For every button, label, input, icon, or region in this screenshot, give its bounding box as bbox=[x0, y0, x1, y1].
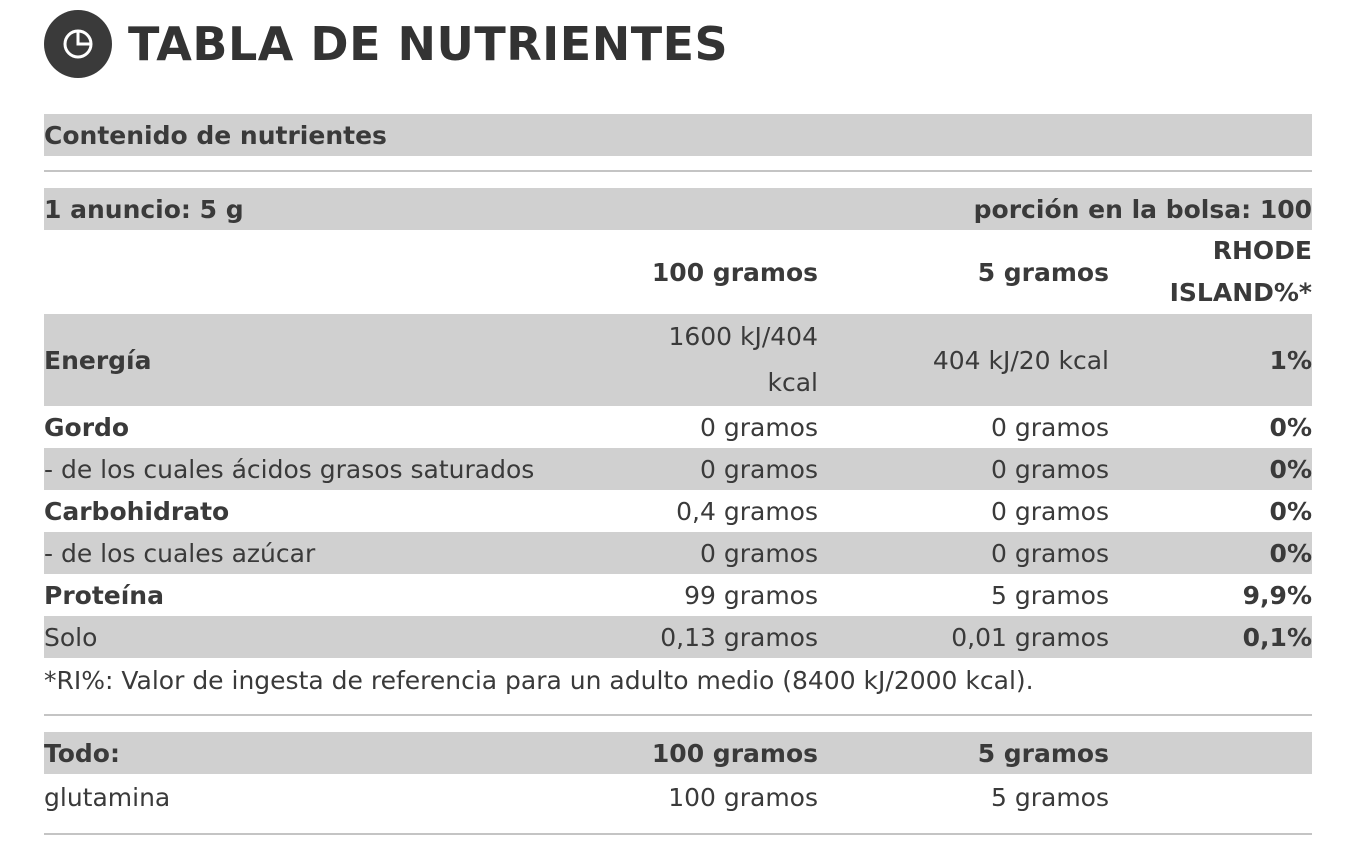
table-row bbox=[44, 406, 1312, 448]
nutrient-value-ri: 0% bbox=[1269, 454, 1312, 484]
section-header bbox=[44, 114, 1312, 156]
ingredient-name: glutamina bbox=[44, 782, 171, 812]
nutrient-name: Energía bbox=[44, 345, 152, 375]
nutrient-value-ri: 0,1% bbox=[1242, 622, 1312, 652]
energy-value-line1: 1600 kJ/404 bbox=[668, 322, 818, 351]
divider bbox=[44, 714, 1312, 716]
table-row bbox=[44, 616, 1312, 658]
table-row bbox=[44, 574, 1312, 616]
serving-size: 1 anuncio: 5 g bbox=[44, 194, 244, 224]
nutrient-name: Carbohidrato bbox=[44, 496, 230, 526]
nutrient-value-100g: 0 gramos bbox=[700, 412, 818, 442]
nutrient-value-100g: 0,13 gramos bbox=[660, 622, 818, 652]
nutrient-table bbox=[44, 406, 1312, 702]
nutrient-value-ri: 0% bbox=[1269, 496, 1312, 526]
column-header-5g: 5 gramos bbox=[977, 257, 1109, 287]
nutrient-value-5g: 5 gramos bbox=[991, 580, 1109, 610]
servings-per-bag: porción en la bolsa: 100 bbox=[973, 194, 1312, 224]
nutrient-value-100g: 0 gramos bbox=[700, 454, 818, 484]
nutrient-value-5g: 0 gramos bbox=[991, 538, 1109, 568]
ingredient-value-5g: 5 gramos bbox=[991, 782, 1109, 812]
footnote-row bbox=[44, 658, 1312, 702]
nutrient-name: - de los cuales azúcar bbox=[44, 538, 316, 568]
ingredients-list bbox=[44, 776, 1312, 818]
nutrient-value-5g: 0 gramos bbox=[991, 454, 1109, 484]
ingredients-title: Todo: bbox=[44, 738, 120, 768]
list-item bbox=[44, 776, 1312, 818]
divider bbox=[44, 170, 1312, 172]
divider bbox=[44, 833, 1312, 835]
nutrient-value-100g: 0 gramos bbox=[700, 538, 818, 568]
nutrient-name: - de los cuales ácidos grasos saturados bbox=[44, 454, 535, 484]
nutrient-name: Solo bbox=[44, 622, 98, 652]
serving-row bbox=[44, 188, 1312, 230]
nutrient-value-5g: 0 gramos bbox=[991, 412, 1109, 442]
nutrient-value-100g bbox=[636, 314, 818, 406]
table-row bbox=[44, 448, 1312, 490]
column-header-100g: 100 gramos bbox=[651, 257, 818, 287]
table-row bbox=[44, 490, 1312, 532]
ingredients-header-5g: 5 gramos bbox=[977, 738, 1109, 768]
table-row bbox=[44, 532, 1312, 574]
nutrient-value-ri: 0% bbox=[1269, 538, 1312, 568]
ingredient-value-100g: 100 gramos bbox=[668, 782, 818, 812]
ingredients-header-100g: 100 gramos bbox=[651, 738, 818, 768]
nutrient-value-ri: 0% bbox=[1269, 412, 1312, 442]
nutrient-value-ri: 1% bbox=[1269, 345, 1312, 375]
nutrient-value-100g: 99 gramos bbox=[684, 580, 818, 610]
pie-chart-icon bbox=[44, 10, 112, 78]
nutrient-name: Proteína bbox=[44, 580, 164, 610]
footnote: *RI%: Valor de ingesta de referencia para un adulto medio (8400 kJ/2000 kcal). bbox=[44, 665, 1034, 695]
nutrient-value-5g: 404 kJ/20 kcal bbox=[932, 345, 1109, 375]
nutrient-value-5g: 0 gramos bbox=[991, 496, 1109, 526]
column-header-ri bbox=[1109, 230, 1312, 314]
column-header-ri-line2: ISLAND%* bbox=[1169, 278, 1312, 307]
section-title: Contenido de nutrientes bbox=[44, 120, 387, 150]
nutrient-value-ri: 9,9% bbox=[1242, 580, 1312, 610]
nutrient-name: Gordo bbox=[44, 412, 130, 442]
table-row-energy bbox=[44, 314, 1312, 406]
nutrient-value-5g: 0,01 gramos bbox=[951, 622, 1109, 652]
column-header-ri-line1: RHODE bbox=[1212, 236, 1312, 265]
page-title: TABLA DE NUTRIENTES bbox=[128, 17, 729, 71]
ingredients-header bbox=[44, 732, 1312, 774]
column-headers bbox=[44, 230, 1312, 314]
energy-value-line2: kcal bbox=[767, 368, 818, 397]
nutrient-value-100g: 0,4 gramos bbox=[676, 496, 818, 526]
page-header bbox=[44, 10, 728, 78]
